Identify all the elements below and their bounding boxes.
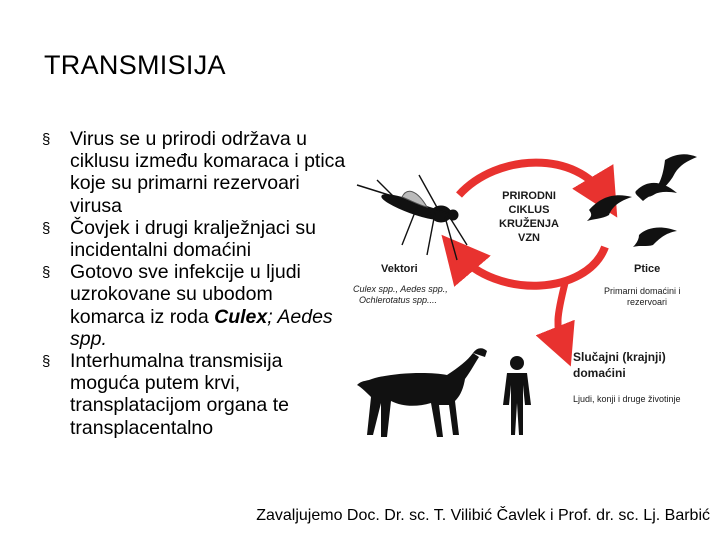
genus-culex: Culex bbox=[214, 305, 268, 328]
bullet-item bbox=[42, 217, 352, 261]
birds-desc-line-2: rezervoari bbox=[627, 297, 668, 307]
center-line-3: KRUŽENJA bbox=[499, 218, 559, 230]
bullet-item bbox=[42, 128, 352, 217]
human-icon bbox=[503, 356, 531, 435]
bullet-list bbox=[42, 128, 352, 439]
birds-label: Ptice bbox=[634, 263, 661, 275]
vectors-species-line-1: Culex spp., Aedes spp., bbox=[353, 284, 448, 294]
bird-icon bbox=[635, 154, 697, 201]
vectors-species-line-2: Ochlerotatus spp.... bbox=[359, 295, 438, 305]
bird-icon bbox=[587, 195, 632, 221]
bullet-text: Čovjek i drugi kralježnjaci su incidentalni domaćini bbox=[70, 216, 317, 262]
incidental-arrow bbox=[558, 283, 565, 347]
incidental-label-line-1: Slučajni (krajnji) bbox=[573, 350, 666, 364]
bullet-marker: § bbox=[42, 131, 51, 148]
bird-icon bbox=[633, 228, 677, 247]
incidental-label-line-2: domaćini bbox=[573, 366, 626, 380]
center-line-1: PRIRODNI bbox=[502, 190, 556, 202]
genus-aedes: Aedes spp. bbox=[70, 305, 333, 350]
bullet-text-sep: ; bbox=[267, 305, 278, 328]
vectors-label: Vektori bbox=[381, 263, 418, 275]
bullet-item bbox=[42, 261, 352, 350]
bullet-marker: § bbox=[42, 264, 51, 282]
bullet-text: Virus se u prirodi održava u ciklusu između komaraca i ptica koje su primarni rezervoari virusa bbox=[70, 128, 346, 217]
acknowledgement-credit: Zavaljujemo Doc. Dr. sc. T. Vilibić Čavlek i Prof. dr. sc. Lj. Barbić bbox=[256, 507, 710, 524]
mosquito-icon bbox=[357, 175, 467, 260]
bullet-marker: § bbox=[42, 219, 51, 237]
bullet-text: Gotovo sve infekcije u ljudi uzrokovane su ubodom komarca iz roda bbox=[70, 261, 301, 328]
transmission-cycle-diagram bbox=[347, 135, 715, 470]
center-line-4: VZN bbox=[518, 232, 540, 244]
horse-icon bbox=[357, 348, 487, 437]
incidental-desc: Ljudi, konji i druge životinje bbox=[573, 394, 681, 404]
slide-title: TRANSMISIJA bbox=[44, 50, 226, 80]
center-line-2: CIKLUS bbox=[508, 204, 550, 216]
bullet-item bbox=[42, 350, 352, 439]
bullet-text: Interhumalna transmisija moguća putem krvi, transplatacijom organa te transplacentalno bbox=[70, 350, 289, 439]
bullet-marker: § bbox=[42, 353, 51, 371]
cycle-center-label bbox=[499, 190, 559, 244]
cycle-arrow-bottom bbox=[457, 247, 605, 286]
birds-desc-line-1: Primarni domaćini i bbox=[604, 286, 681, 296]
